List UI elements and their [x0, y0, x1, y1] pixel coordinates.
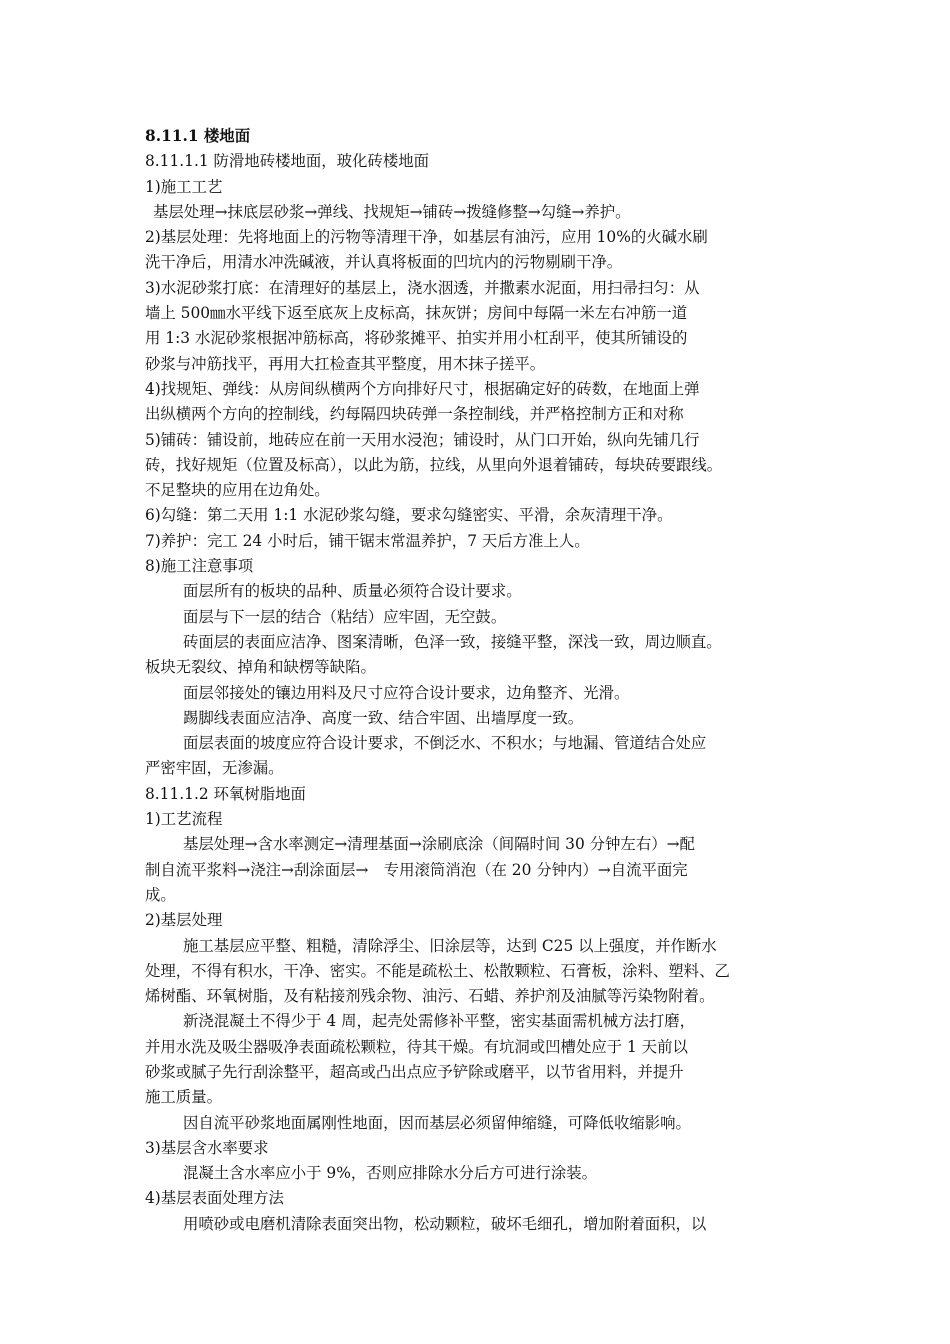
paragraph-line: 制自流平浆料→浇注→刮涂面层→ 专用滚筒消泡（在 20 分钟内）→自流平面完 [145, 860, 688, 879]
paragraph-line: 烯树酯、环氧树脂，及有粘接剂残余物、油污、石蜡、养护剂及油腻等污染物附着。 [145, 987, 715, 1006]
item-heading: 4)基层表面处理方法 [145, 1189, 284, 1208]
paragraph-line: 新浇混凝土不得少于 4 周，起壳处需修补平整，密实基面需机械方法打磨， [183, 1012, 696, 1031]
paragraph-line: 面层与下一层的结合（粘结）应牢固，无空鼓。 [183, 607, 507, 626]
paragraph-line: 2)基层处理：先将地面上的污物等清理干净，如基层有油污，应用 10%的火碱水刷 [145, 228, 708, 247]
subsection-heading: 8.11.1.1 防滑地砖楼地面，玻化砖楼地面 [145, 152, 429, 171]
paragraph-line: 不足整块的应用在边角处。 [145, 481, 330, 500]
paragraph-line: 3)水泥砂浆打底：在清理好的基层上，浇水洇透，并撒素水泥面，用扫帚扫匀：从 [145, 278, 700, 297]
paragraph-line: 踢脚线表面应洁净、高度一致、结合牢固、出墙厚度一致。 [183, 708, 584, 727]
paragraph-line: 砂浆或腻子先行刮涂整平，超高或凸出点应予铲除或磨平，以节省用料，并提升 [145, 1062, 684, 1081]
item-heading: 1)工艺流程 [145, 810, 223, 829]
paragraph-line: 处理，不得有积水，干净、密实。不能是疏松土、松散颗粒、石膏板，涂料、塑料、乙 [145, 961, 730, 980]
process-flow-text: 基层处理→抹底层砂浆→弹线、找规矩→铺砖→拨缝修整→勾缝→养护。 [153, 202, 631, 221]
subsection-heading: 8.11.1.2 环氧树脂地面 [145, 784, 306, 803]
paragraph-line: 成。 [145, 885, 176, 904]
paragraph-line: 面层邻接处的镶边用料及尺寸应符合设计要求，边角整齐、光滑。 [183, 683, 630, 702]
item-heading: 2)基层处理 [145, 911, 223, 930]
paragraph-line: 施工质量。 [145, 1088, 222, 1107]
paragraph-line: 6)勾缝：第二天用 1:1 水泥砂浆勾缝，要求勾缝密实、平滑，余灰清理干净。 [145, 506, 673, 525]
paragraph-line: 因自流平砂浆地面属刚性地面，因而基层必须留伸缩缝，可降低收缩影响。 [183, 1113, 691, 1132]
item-heading: 3)基层含水率要求 [145, 1138, 269, 1157]
paragraph-line: 混凝土含水率应小于 9%，否则应排除水分后方可进行涂装。 [183, 1164, 598, 1183]
paragraph-line: 洗干净后，用清水冲洗碱液，并认真将板面的凹坑内的污物剔刷干净。 [145, 253, 623, 272]
paragraph-line: 面层所有的板块的品种、质量必须符合设计要求。 [183, 582, 522, 601]
item-heading: 8)施工注意事项 [145, 557, 254, 576]
paragraph-line: 砖面层的表面应洁净、图案清晰，色泽一致，接缝平整，深浅一致，周边顺直。 [183, 632, 722, 651]
paragraph-line: 5)铺砖：铺设前，地砖应在前一天用水浸泡；铺设时，从门口开始，纵向先铺几行 [145, 430, 700, 449]
paragraph-line: 用喷砂或电磨机清除表面突出物，松动颗粒，破坏毛细孔，增加附着面积，以 [183, 1214, 707, 1233]
paragraph-line: 严密牢固，无渗漏。 [145, 759, 284, 778]
paragraph-line: 砂浆与冲筋找平，再用大扛检查其平整度，用木抹子搓平。 [145, 354, 546, 373]
paragraph-line: 施工基层应平整、粗糙，清除浮尘、旧涂层等，达到 C25 以上强度，并作断水 [183, 936, 717, 955]
item-heading: 1)施工工艺 [145, 177, 223, 196]
paragraph-line: 板块无裂纹、掉角和缺楞等缺陷。 [145, 658, 376, 677]
paragraph-line: 7)养护：完工 24 小时后，铺干锯末常温养护，7 天后方准上人。 [145, 531, 590, 550]
paragraph-line: 墙上 500㎜水平线下返至底灰上皮标高，抹灰饼；房间中每隔一米左右冲筋一道 [145, 304, 688, 323]
paragraph-line: 基层处理→含水率测定→清理基面→涂刷底涂（间隔时间 30 分钟左右）→配 [183, 835, 695, 854]
paragraph-line: 出纵横两个方向的控制线，约每隔四块砖弹一条控制线，并严格控制方正和对称 [145, 405, 684, 424]
paragraph-line: 用 1:3 水泥砂浆根据冲筋标高，将砂浆摊平、拍实并用小杠刮平，使其所铺设的 [145, 329, 688, 348]
paragraph-line: 面层表面的坡度应符合设计要求，不倒泛水、不积水；与地漏、管道结合处应 [183, 734, 707, 753]
document-body [145, 124, 813, 1237]
paragraph-line: 4)找规矩、弹线：从房间纵横两个方向排好尺寸，根据确定好的砖数，在地面上弹 [145, 379, 700, 398]
paragraph-line: 并用水洗及吸尘器吸净表面疏松颗粒，待其干燥。有坑洞或凹槽处应于 1 天前以 [145, 1037, 688, 1056]
section-heading: 8.11.1 楼地面 [145, 127, 251, 145]
paragraph-line: 砖，找好规矩（位置及标高），以此为筋，拉线，从里向外退着铺砖，每块砖要跟线。 [145, 455, 723, 474]
